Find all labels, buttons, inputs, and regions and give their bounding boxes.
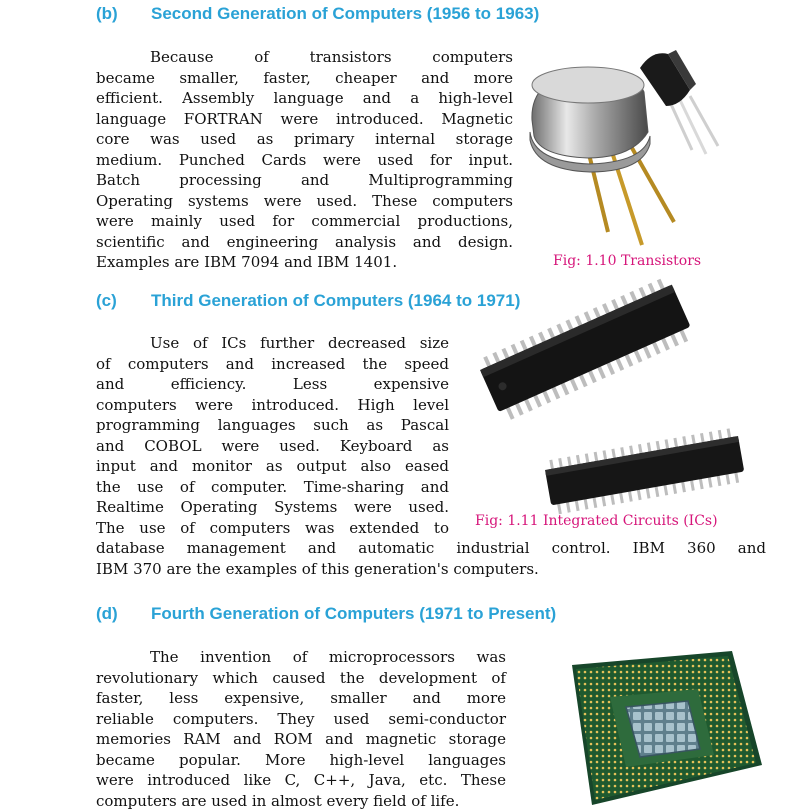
- text-line: revolutionary which caused the development of: [96, 668, 506, 689]
- text-line: medium. Punched Cards were used for input.: [96, 150, 513, 171]
- text-line: and efficiency. Less expensive: [96, 374, 449, 395]
- text-line: memories RAM and ROM and magnetic storage: [96, 729, 506, 750]
- text-line: Examples are IBM 7094 and IBM 1401.: [96, 252, 513, 273]
- text-line: programming languages such as Pascal: [96, 415, 449, 436]
- text-line: Use of ICs further decreased size: [96, 333, 449, 354]
- text-line: core was used as primary internal storage: [96, 129, 513, 150]
- text-line: faster, less expensive, smaller and more: [96, 688, 506, 709]
- text-line: language FORTRAN were introduced. Magnetic: [96, 109, 513, 130]
- integrated-circuits-image: [470, 330, 760, 515]
- text-line: computers were introduced. High level: [96, 395, 449, 416]
- section-b-paragraph: [96, 47, 513, 273]
- text-line: became smaller, faster, cheaper and more: [96, 68, 513, 89]
- section-c-paragraph-continued: [96, 538, 766, 579]
- text-line: Batch processing and Multiprogramming: [96, 170, 513, 191]
- text-line: scientific and engineering analysis and design.: [96, 232, 513, 253]
- microprocessor-image: [522, 645, 772, 805]
- text-line: of computers and increased the speed: [96, 354, 449, 375]
- text-line: computers are used in almost every field of life.: [96, 791, 506, 811]
- text-line: became popular. More high-level languages: [96, 750, 506, 771]
- text-line: reliable computers. They used semi-conductor: [96, 709, 506, 730]
- text-line: database management and automatic industrial control. IBM 360 and: [96, 538, 766, 559]
- section-heading-b: [96, 4, 539, 24]
- text-line: Operating systems were used. These computers: [96, 191, 513, 212]
- text-line: were introduced like C, C++, Java, etc. These: [96, 770, 506, 791]
- text-line: efficient. Assembly language and a high-level: [96, 88, 513, 109]
- text-line: Because of transistors computers: [96, 47, 513, 68]
- section-label: (c): [96, 291, 151, 311]
- section-heading-c: [96, 291, 520, 311]
- text-line: The invention of microprocessors was: [96, 647, 506, 668]
- text-line: Realtime Operating Systems were used.: [96, 497, 449, 518]
- section-title: Third Generation of Computers (1964 to 1971): [151, 291, 520, 310]
- text-line: the use of computer. Time-sharing and: [96, 477, 449, 498]
- section-c-paragraph: [96, 333, 449, 538]
- figure-caption: Fig: 1.10 Transistors: [553, 253, 701, 269]
- section-d-paragraph: [96, 647, 506, 811]
- text-line: The use of computers was extended to: [96, 518, 449, 539]
- section-heading-d: [96, 604, 556, 624]
- section-title: Fourth Generation of Computers (1971 to Present): [151, 604, 556, 623]
- section-title: Second Generation of Computers (1956 to 1963): [151, 4, 539, 23]
- transistors-image: [520, 40, 760, 255]
- text-line: IBM 370 are the examples of this generation's computers.: [96, 559, 766, 580]
- text-line: input and monitor as output also eased: [96, 456, 449, 477]
- text-line: and COBOL were used. Keyboard as: [96, 436, 449, 457]
- figure-caption: Fig: 1.11 Integrated Circuits (ICs): [475, 513, 718, 529]
- text-line: were mainly used for commercial productions,: [96, 211, 513, 232]
- section-label: (b): [96, 4, 151, 24]
- section-label: (d): [96, 604, 151, 624]
